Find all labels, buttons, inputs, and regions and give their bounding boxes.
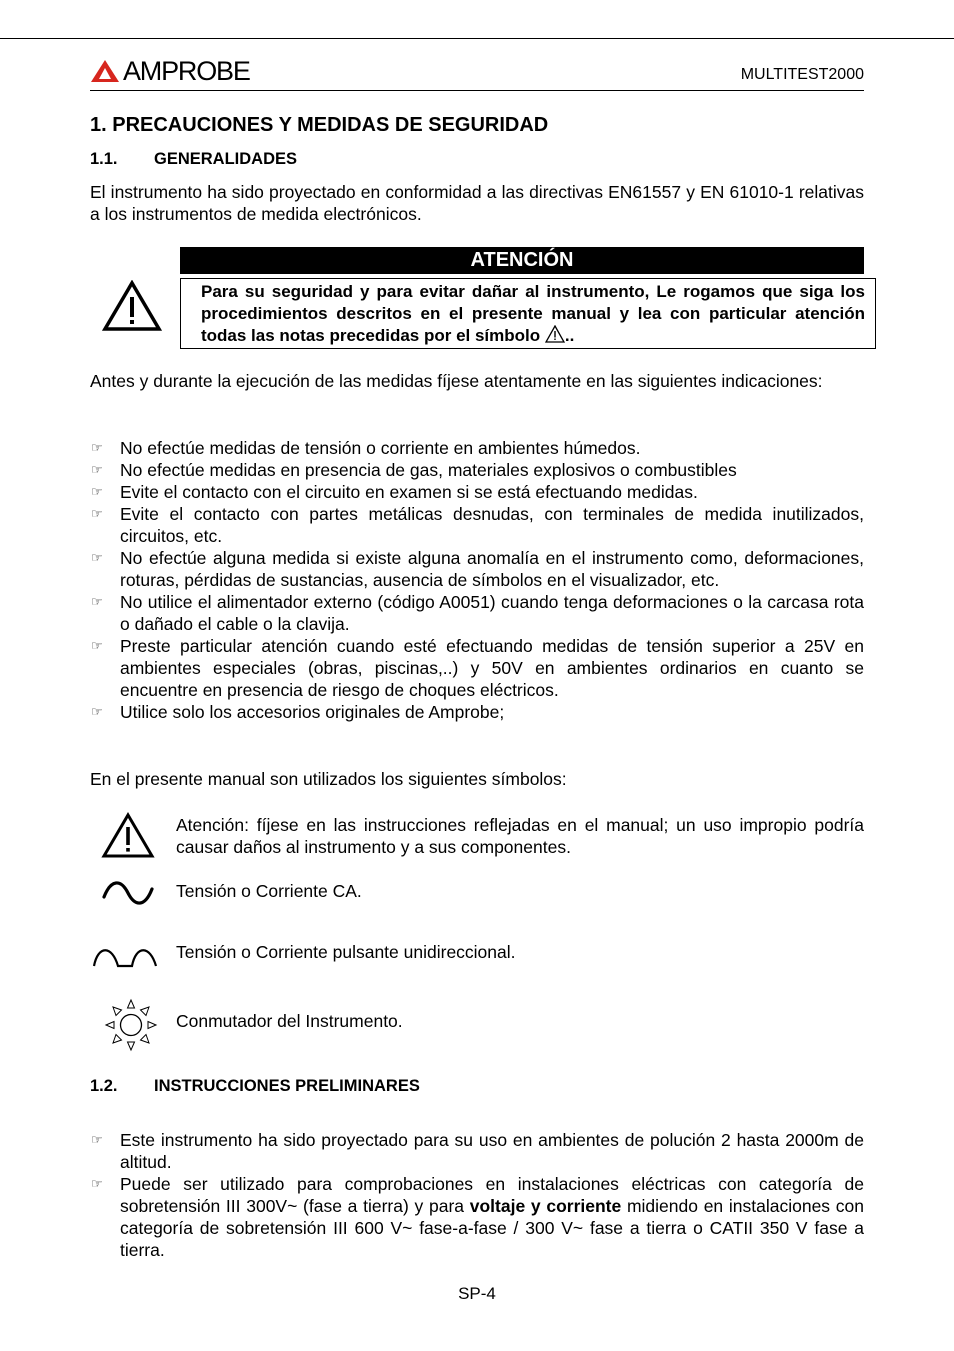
attention-text: Para su seguridad y para evitar dañar al instrumento, Le rogamos que siga los procedimientos descritos en el presente manual y lea con particular atención todas las notas precedidas por el símbolo bbox=[201, 282, 865, 345]
precautions-list bbox=[90, 437, 864, 723]
page-number: SP-4 bbox=[458, 1284, 496, 1303]
symbol-text-switch: Conmutador del Instrumento. bbox=[176, 1011, 403, 1031]
intro-paragraph: El instrumento ha sido proyectado en conformidad a las directivas EN61557 y EN 61010-1 relativas a los instrumentos de medida electrónicos. bbox=[90, 182, 864, 224]
subsection-heading-1-1 bbox=[90, 150, 297, 169]
warning-triangle-icon bbox=[101, 812, 155, 859]
pointing-hand-icon: ☞ bbox=[91, 594, 103, 609]
subsection-number: 1.1. bbox=[90, 150, 118, 168]
page-header bbox=[90, 52, 864, 91]
subsection-number: 1.2. bbox=[90, 1077, 118, 1095]
symbols-intro: En el presente manual son utilizados los siguientes símbolos: bbox=[90, 769, 567, 789]
list-item: ☞ Evite el contacto con el circuito en examen si se está efectuando medidas. bbox=[91, 482, 698, 502]
symbol-text-warning: Atención: fíjese en las instrucciones reflejadas en el manual; un uso impropio podría causar daños al instrumento y a sus componentes. bbox=[176, 815, 864, 857]
pointing-hand-icon: ☞ bbox=[91, 484, 103, 499]
section-title: 1. PRECAUCIONES Y MEDIDAS DE SEGURIDAD bbox=[90, 114, 549, 136]
list-item: ☞ Utilice solo los accesorios originales de Amprobe; bbox=[91, 702, 505, 722]
logo-triangle-icon bbox=[90, 59, 120, 83]
pointing-hand-icon: ☞ bbox=[91, 506, 103, 521]
bold-phrase: voltaje y corriente bbox=[469, 1196, 622, 1216]
list-item: ☞ No utilice el alimentador externo (código A0051) cuando tenga deformaciones o la carcasa rota o dañado el cable o la clavija. bbox=[91, 592, 864, 634]
list-item: ☞ Puede ser utilizado para comprobaciones en instalaciones eléctricas con categoría de sobretensión III 300V~ (fase a tierra) y para voltaje y corriente midiendo en instalaciones con categoría de sobretensión III 600 V~ fase-a-fase / 300 V~ fase a tierra o CATII 350 V fase a tierra. bbox=[91, 1174, 864, 1260]
amprobe-logo bbox=[90, 56, 250, 86]
attention-tail: .. bbox=[564, 326, 575, 345]
pointing-hand-icon: ☞ bbox=[91, 704, 103, 719]
preliminary-list bbox=[90, 1129, 864, 1261]
before-paragraph: Antes y durante la ejecución de las medidas fíjese atentamente en las siguientes indicaciones: bbox=[90, 371, 823, 391]
attention-title: ATENCIÓN bbox=[180, 247, 864, 274]
model-name: MULTITEST2000 bbox=[740, 66, 864, 83]
pointing-hand-icon: ☞ bbox=[91, 638, 103, 653]
pointing-hand-icon: ☞ bbox=[91, 440, 103, 455]
list-item: ☞ Este instrumento ha sido proyectado para su uso en ambientes de polución 2 hasta 2000m de altitud. bbox=[91, 1130, 864, 1172]
pointing-hand-icon: ☞ bbox=[91, 550, 103, 565]
symbol-text-pulsating: Tensión o Corriente pulsante unidireccional. bbox=[176, 942, 516, 962]
attention-box bbox=[180, 278, 876, 349]
pointing-hand-icon: ☞ bbox=[91, 1132, 103, 1147]
list-item: ☞ No efectúe medidas en presencia de gas, materiales explosivos o combustibles bbox=[91, 460, 737, 480]
list-item: ☞ Preste particular atención cuando esté efectuando medidas de tensión superior a 25V en ambientes especiales (obras, piscinas,..) y 50V en ambientes ordinarios en cuanto se encuentre en presencia de riesgo de choques eléctricos. bbox=[91, 636, 864, 700]
subsection-title: INSTRUCCIONES PRELIMINARES bbox=[154, 1077, 420, 1095]
warning-inline-icon bbox=[545, 325, 565, 343]
list-item: ☞ Evite el contacto con partes metálicas desnudas, con terminales de medida inutilizados, circuitos, etc. bbox=[91, 504, 864, 546]
warning-triangle-icon bbox=[102, 280, 162, 332]
subsection-heading-1-2 bbox=[90, 1077, 420, 1096]
subsection-title: GENERALIDADES bbox=[154, 150, 298, 168]
brand-name: AMPROBE bbox=[123, 56, 250, 86]
pointing-hand-icon: ☞ bbox=[91, 1176, 103, 1191]
symbol-text-ac: Tensión o Corriente CA. bbox=[176, 881, 362, 901]
top-rule bbox=[0, 38, 954, 39]
ac-sine-icon bbox=[101, 877, 155, 909]
list-item: ☞ No efectúe alguna medida si existe alguna anomalía en el instrumento como, deformaciones, roturas, pérdidas de sustancias, ausencia de símbolos en el visualizador, etc. bbox=[91, 548, 864, 590]
list-item: ☞ No efectúe medidas de tensión o corriente en ambientes húmedos. bbox=[91, 438, 641, 458]
pointing-hand-icon: ☞ bbox=[91, 462, 103, 477]
pulsating-dc-icon bbox=[92, 943, 160, 969]
rotary-switch-icon bbox=[104, 998, 158, 1052]
